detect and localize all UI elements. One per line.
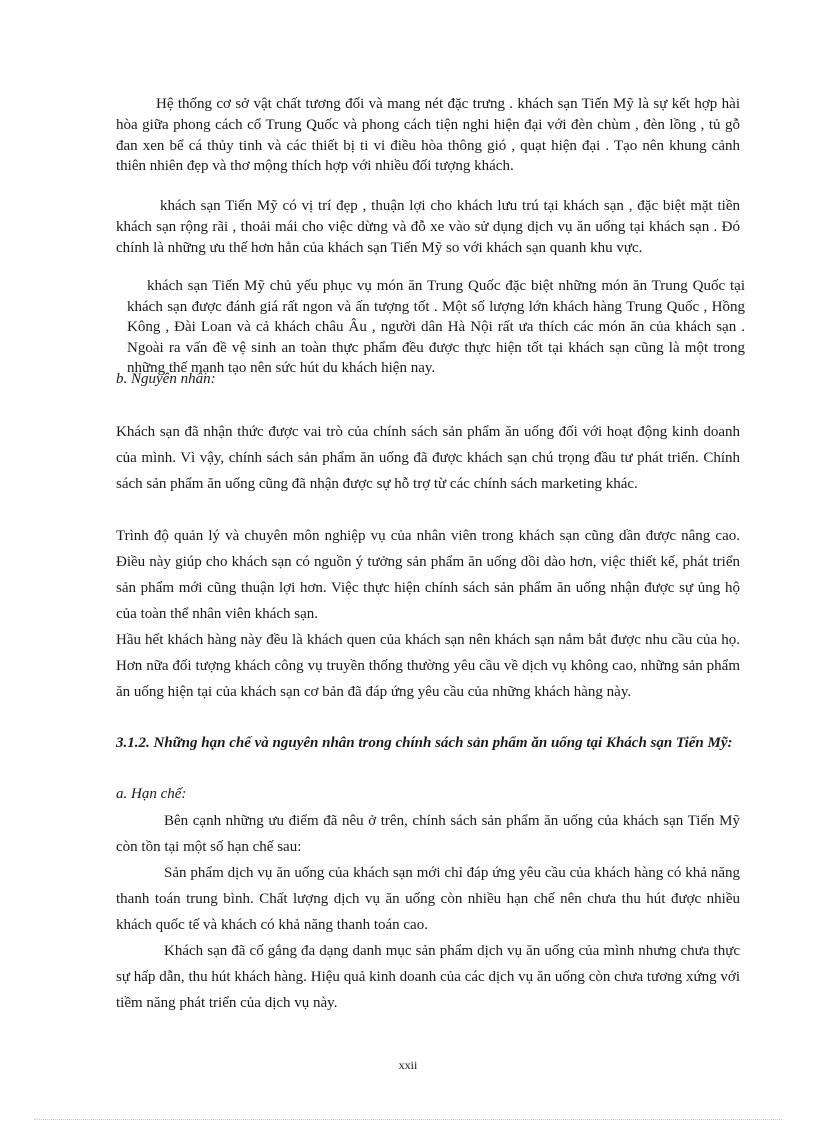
section-heading-3-1-2: 3.1.2. Những hạn chế và nguyên nhân trong chính sách sản phẩm ăn uống tại Khách sạn Tiến Mỹ:	[116, 735, 733, 751]
heading-causes: b. Nguyên nhân:	[116, 371, 216, 387]
paragraph-policy-awareness: Khách sạn đã nhận thức được vai trò của chính sách sản phẩm ăn uống đối với hoạt động kinh doanh của mình. Vì vậy, chính sách sản phẩm ăn uống đã được khách sạn chú trọng đầu tư phát triển. Chính sách sản phẩm ăn uống cũng đã nhận được sự hỗ trợ từ các chính sách marketing khác.	[116, 424, 740, 492]
paragraph-regular-customers: Hầu hết khách hàng này đều là khách quen của khách sạn nên khách sạn nắm bắt được nhu cầu của họ. Hơn nữa đối tượng khách công vụ truyền thống thường yêu cầu về dịch vụ không cao, những sản phẩm ăn uống hiện tại của khách sạn cơ bản đã đáp ứng yêu cầu của những khách hàng này.	[116, 632, 740, 700]
paragraph-limitation-diversity: Khách sạn đã cố gắng đa dạng danh mục sản phẩm dịch vụ ăn uống của mình nhưng chưa thực sự hấp dẫn, thu hút khách hàng. Hiệu quả kinh doanh của các dịch vụ ăn uống còn chưa tương xứng với tiềm năng phát triển của dịch vụ này.	[116, 943, 740, 1011]
paragraph-cuisine: khách sạn Tiến Mỹ chủ yếu phục vụ món ăn Trung Quốc đặc biệt những món ăn Trung Quốc tại khách sạn được đánh giá rất ngon và ấn tượng tốt . Một số lượng lớn khách hàng Trung Quốc , Hồng Kông , Đài Loan và cả khách châu Âu , người dân Hà Nội rất ưa thích các món ăn của khách sạn . Ngoài ra vấn đề vệ sinh an toàn thực phẩm đều được thực hiện tốt tại khách sạn cũng là một trong những thế mạnh tạo nên sức hút du khách hiện nay.	[127, 278, 745, 376]
paragraph-facilities: Hệ thống cơ sở vật chất tương đối và mang nét đặc trưng . khách sạn Tiến Mỹ là sự kết hợp hài hòa giữa phong cách cổ Trung Quốc và phong cách tiện nghi hiện đại với đèn chùm , đèn lồng , tủ gỗ đan xen bể cá thủy tinh và các thiết bị ti vi điều hòa thông gió , quạt hiện đại . Tạo nên khung cảnh thiên nhiên đẹp và thơ mộng thích hợp với nhiều đối tượng khách.	[116, 96, 740, 175]
page-bottom-divider	[34, 1119, 782, 1120]
page-number: xxii	[398, 1058, 418, 1072]
paragraph-staff-skills: Trình độ quản lý và chuyên môn nghiệp vụ của nhân viên trong khách sạn cũng dần được nâng cao. Điều này giúp cho khách sạn có nguồn ý tưởng sản phẩm ăn uống dồi dào hơn, việc thiết kế, phát triển sản phẩm mới cũng thuận lợi hơn. Việc thực hiện chính sách sản phẩm ăn uống nhận được sự ủng hộ của toàn thể nhân viên khách sạn.	[116, 528, 740, 622]
heading-limitations: a. Hạn chế:	[116, 786, 187, 802]
paragraph-limitations-intro: Bên cạnh những ưu điểm đã nêu ở trên, chính sách sản phẩm ăn uống của khách sạn Tiến Mỹ còn tồn tại một số hạn chế sau:	[116, 813, 740, 855]
paragraph-limitation-quality: Sản phẩm dịch vụ ăn uống của khách sạn mới chỉ đáp ứng yêu cầu của khách hàng có khả năng thanh toán trung bình. Chất lượng dịch vụ ăn uống còn nhiều hạn chế nên chưa thu hút được nhiều khách quốc tế và khách có khả năng thanh toán cao.	[116, 865, 740, 933]
paragraph-location: khách sạn Tiến Mỹ có vị trí đẹp , thuận lợi cho khách lưu trú tại khách sạn , đặc biệt mặt tiền khách sạn rộng rãi , thoải mái cho việc dừng và đỗ xe vào sử dụng dịch vụ ăn uống tại khách sạn . Đó chính là những ưu thế hơn hẳn của khách sạn Tiến Mỹ so với khách sạn quanh khu vực.	[116, 198, 740, 256]
